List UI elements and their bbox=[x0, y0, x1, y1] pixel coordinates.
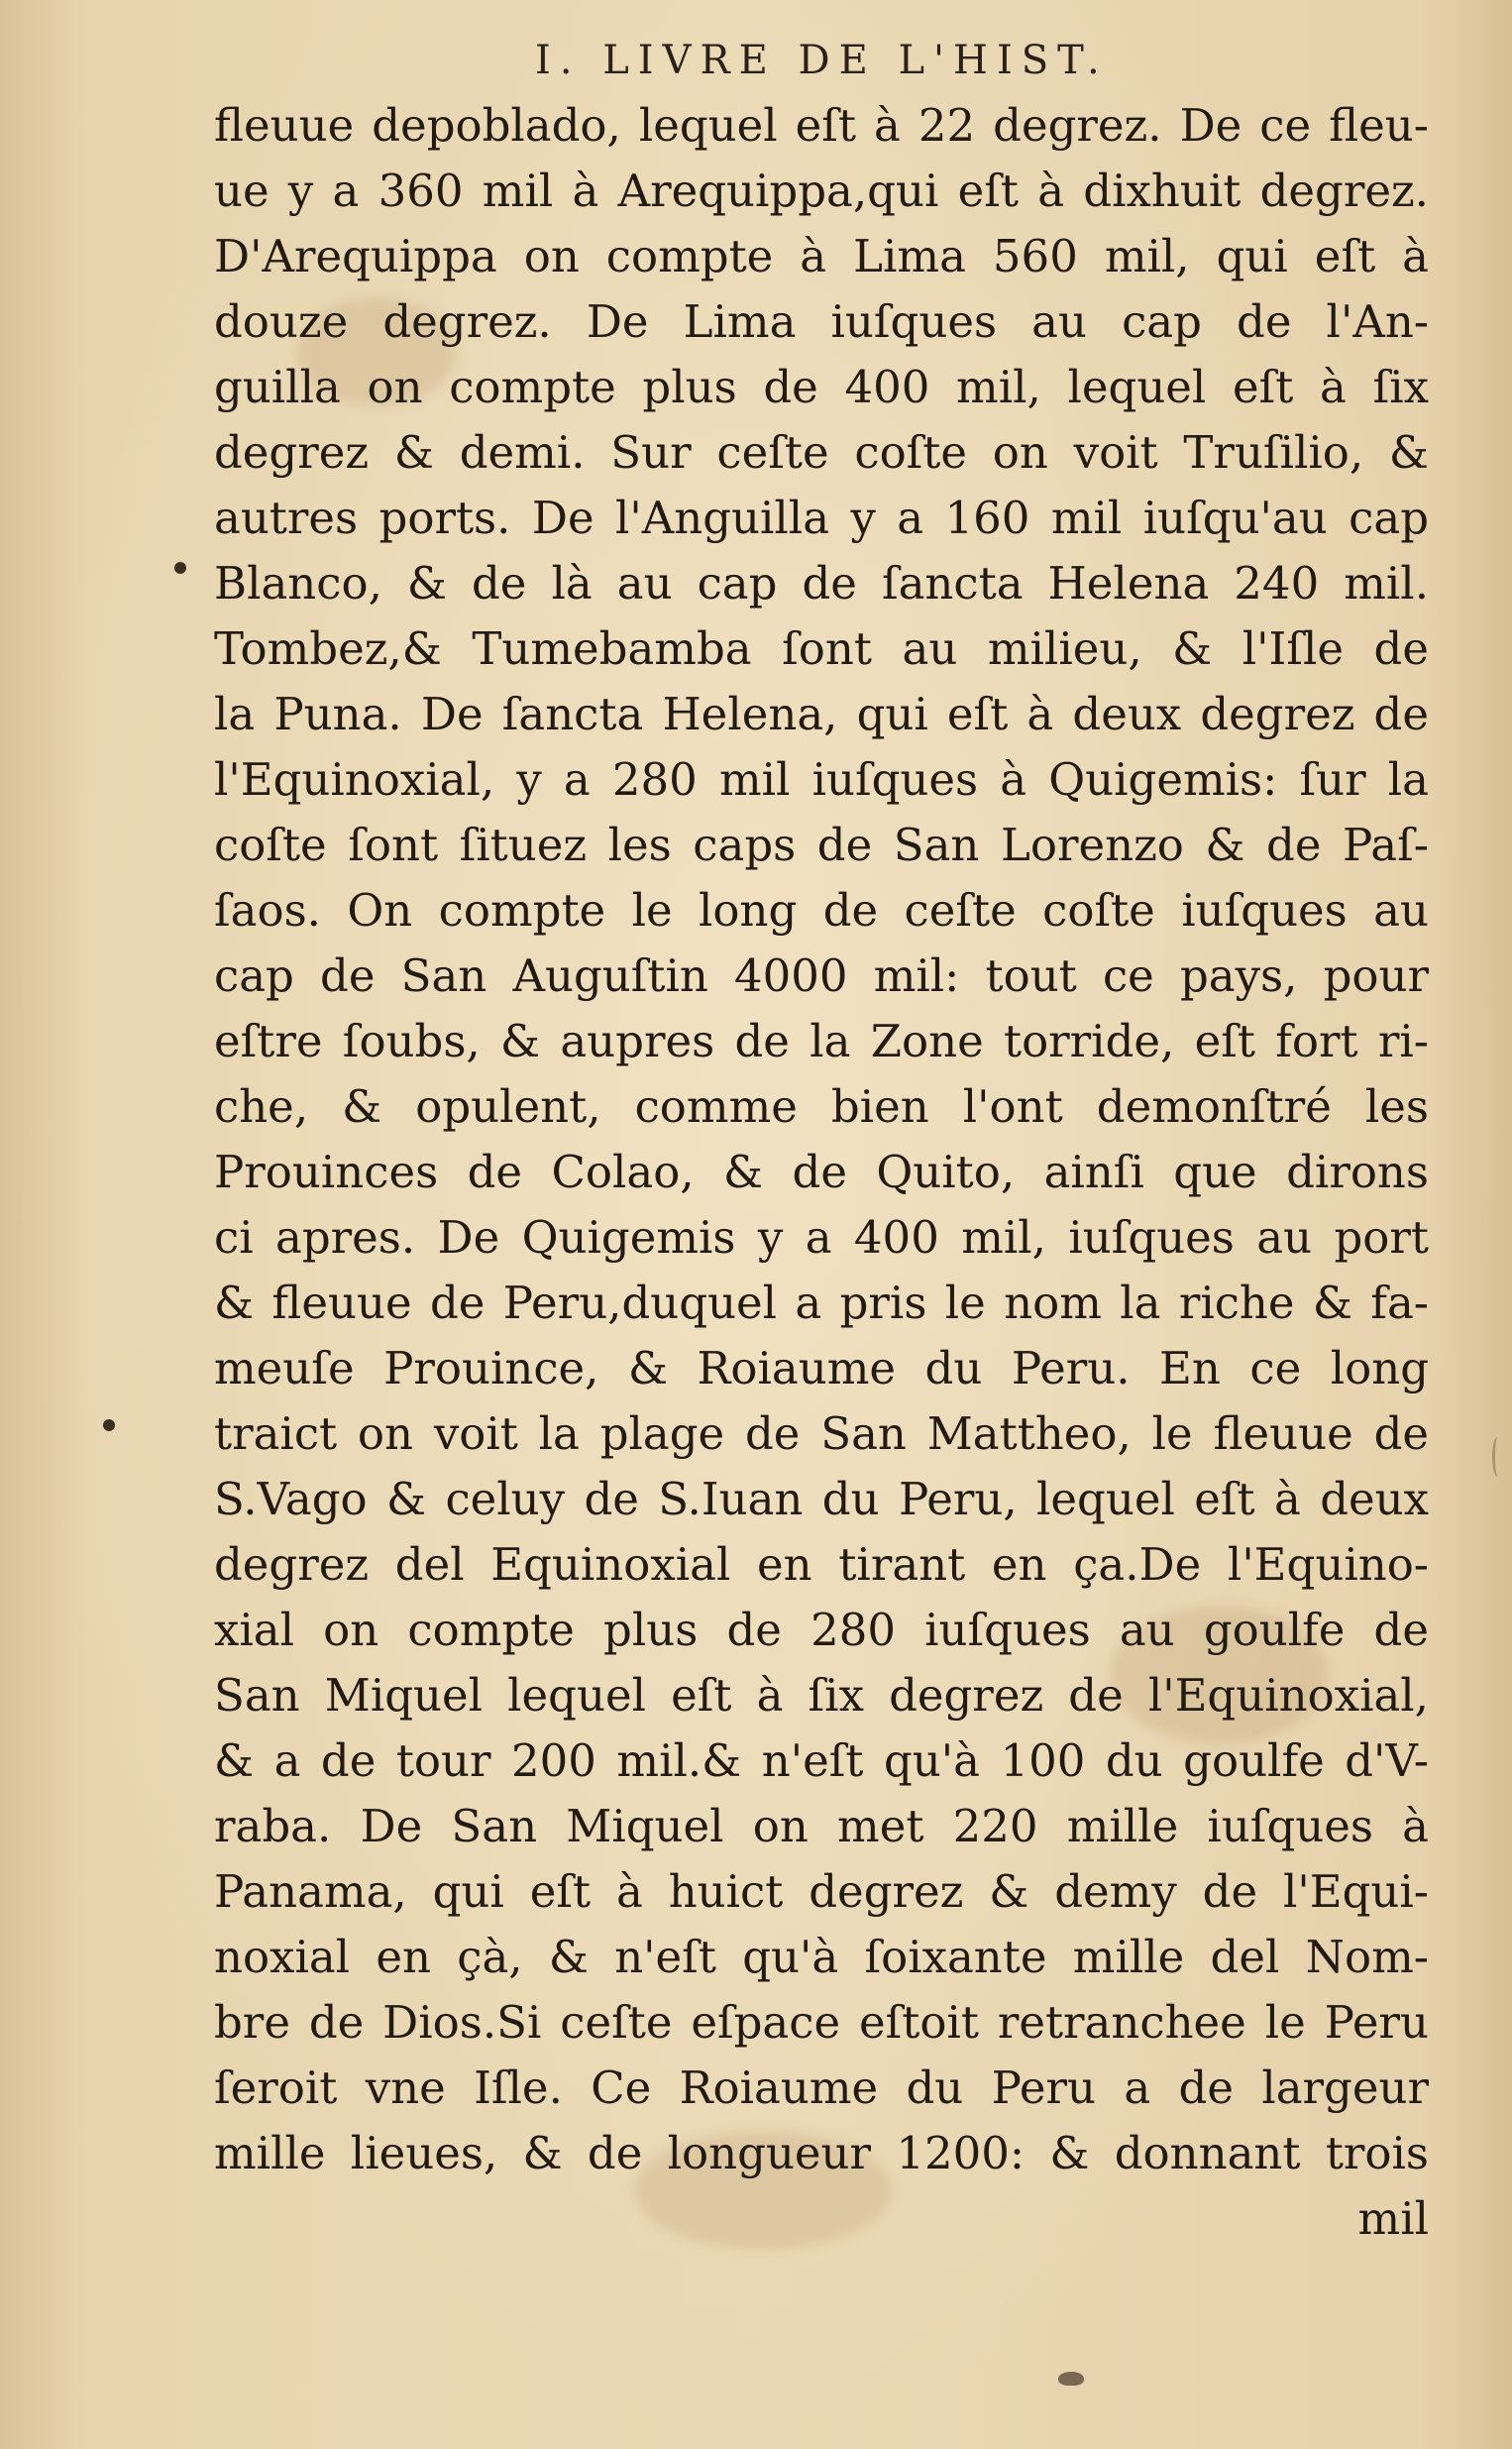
text-line: noxial en çà, & n'eſt qu'à ſoixante mille del Nom- bbox=[214, 1931, 1429, 1983]
text-line: ſaos. On compte le long de ceſte coſte iuſques au bbox=[214, 884, 1429, 937]
catchword: mil bbox=[1357, 2192, 1429, 2245]
text-line: D'Arequippa on compte à Lima 560 mil, qui eſt à bbox=[214, 230, 1429, 282]
text-line: traict on voit la plage de San Mattheo, le fleuue de bbox=[214, 1407, 1429, 1460]
text-line: S.Vago & celuy de S.Iuan du Peru, lequel eſt à deux bbox=[214, 1473, 1429, 1525]
text-line: ſeroit vne Iſle. Ce Roiaume du Peru a de largeur bbox=[214, 2061, 1429, 2114]
text-line: xial on compte plus de 280 iuſques au goulfe de bbox=[214, 1604, 1429, 1656]
text-line: & fleuue de Peru,duquel a pris le nom la riche & fa- bbox=[214, 1277, 1429, 1329]
text-line: meuſe Prouince, & Roiaume du Peru. En ce long bbox=[214, 1342, 1429, 1394]
text-line: degrez & demi. Sur ceſte coſte on voit Truſilio, & bbox=[214, 426, 1429, 479]
text-line: eſtre ſoubs, & aupres de la Zone torride, eſt fort ri- bbox=[214, 1015, 1429, 1067]
text-line: guilla on compte plus de 400 mil, lequel eſt à ſix bbox=[214, 361, 1429, 413]
text-line: coſte ſont ſituez les caps de San Lorenzo & de Paſ- bbox=[214, 819, 1429, 871]
margin-dot-mark bbox=[174, 562, 186, 574]
text-line: Tombez,& Tumebamba ſont au milieu, & l'Iſle de bbox=[214, 622, 1429, 675]
text-line: Blanco, & de là au cap de ſancta Helena 240 mil. bbox=[214, 557, 1429, 610]
text-line: Prouinces de Colao, & de Quito, ainſi que dirons bbox=[214, 1146, 1429, 1198]
margin-dot-mark bbox=[103, 1419, 115, 1431]
text-line: che, & opulent, comme bien l'ont demonſtré les bbox=[214, 1080, 1429, 1133]
edge-mark bbox=[1492, 1437, 1503, 1477]
text-line: cap de San Auguſtin 4000 mil: tout ce pays, pour bbox=[214, 949, 1429, 1002]
page-body-text bbox=[214, 93, 1429, 2252]
text-line: autres ports. De l'Anguilla y a 160 mil iuſqu'au cap bbox=[214, 492, 1429, 544]
text-line: mille lieues, & de longueur 1200: & donnant trois bbox=[214, 2127, 1429, 2179]
text-line: & a de tour 200 mil.& n'eſt qu'à 100 du goulfe d'V- bbox=[214, 1734, 1429, 1787]
text-line: ci apres. De Quigemis y a 400 mil, iuſques au port bbox=[214, 1211, 1429, 1264]
text-line: bre de Dios.Si ceſte eſpace eſtoit retranchee le Peru bbox=[214, 1996, 1429, 2049]
text-line: ue y a 360 mil à Arequippa,qui eſt à dixhuit degrez. bbox=[214, 165, 1429, 217]
text-line: San Miquel lequel eſt à ſix degrez de l'Equinoxial, bbox=[214, 1669, 1429, 1722]
text-line: l'Equinoxial, y a 280 mil iuſques à Quigemis: ſur la bbox=[214, 753, 1429, 806]
text-line: la Puna. De ſancta Helena, qui eſt à deux degrez de bbox=[214, 688, 1429, 740]
ink-blot-mark bbox=[1058, 2372, 1084, 2386]
running-header: I. LIVRE DE L'HIST. bbox=[535, 38, 1109, 83]
text-line: Panama, qui eſt à huict degrez & demy de l'Equi- bbox=[214, 1865, 1429, 1918]
text-line: douze degrez. De Lima iuſques au cap de l'An- bbox=[214, 295, 1429, 348]
text-line: fleuue depoblado, lequel eſt à 22 degrez. De ce fleu- bbox=[214, 99, 1429, 152]
text-line: raba. De San Miquel on met 220 mille iuſques à bbox=[214, 1800, 1429, 1852]
text-line: degrez del Equinoxial en tirant en ça.De l'Equino- bbox=[214, 1538, 1429, 1591]
